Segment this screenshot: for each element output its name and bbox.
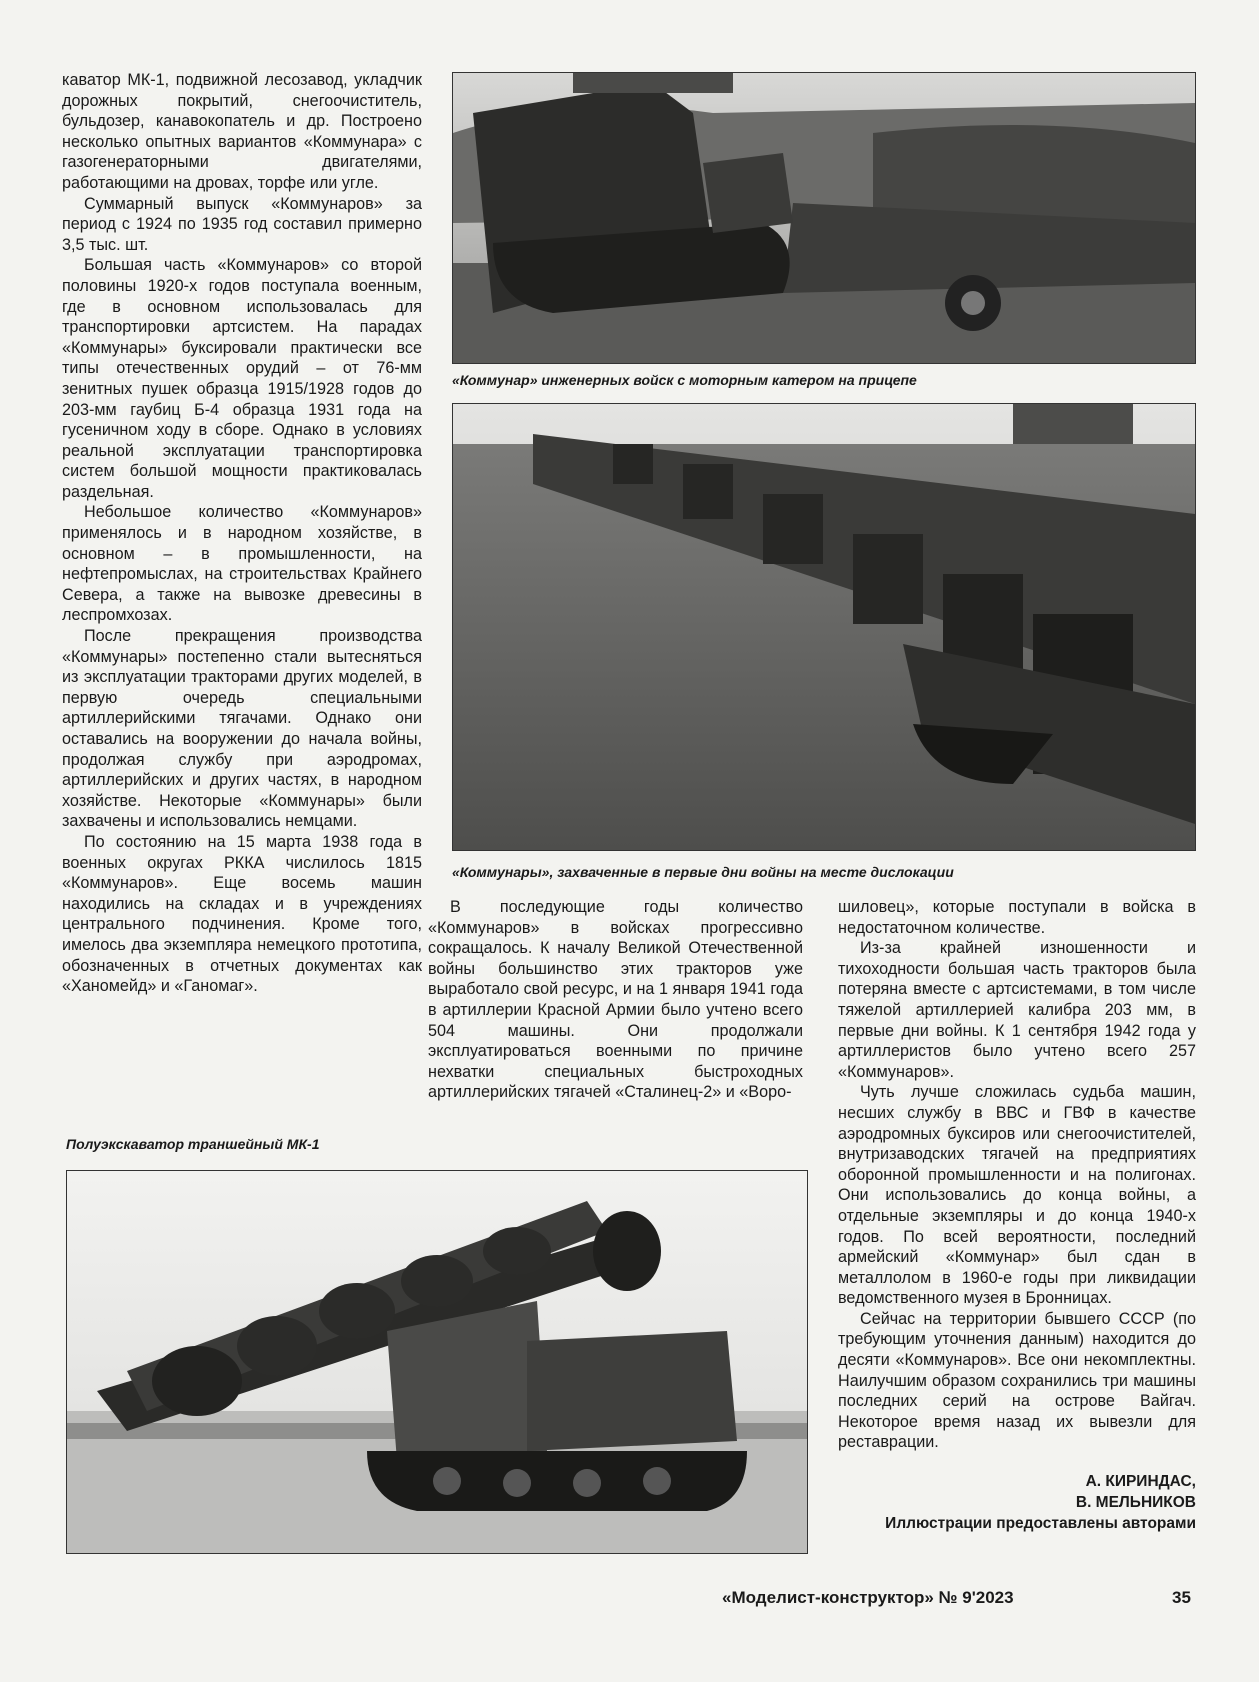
paragraph: Чуть лучше сложилась судьба машин, несших службу в ВВС и ГВФ в качестве аэродромных буксиров или снегоочистителей, внутризаводских тягачей на предприятиях оборонной промышленности и на полигонах. Они использовались до конца войны, а отдельные экземпляры и до конца 1940-х годов. По всей вероятности, последний армейский «Коммунар» был сдан в металлолом в 1960-е годы при ликвидации ведомственного музея в Бронницах.	[838, 1083, 1196, 1308]
photo-kommunar-with-boat	[452, 72, 1196, 364]
paragraph: каватор МК-1, подвижной лесозавод, укладчик дорожных покрытий, снегоочиститель, бульдозер, канавокопатель и др. Построено несколько опытных вариантов «Коммунара» с газогенераторными двигателями, работающими на дровах, торфе или угле.	[62, 71, 422, 192]
middle-text-column	[428, 897, 803, 1103]
paragraph: шиловец», которые поступали в войска в недостаточном количестве.	[838, 898, 1196, 937]
paragraph: Из-за крайней изношенности и тихоходности большая часть тракторов была потеряна вместе с артсистемами, в том числе тяжелой артиллерией калибра 203 мм, в первые дни войны. К 1 сентября 1942 года у артиллеристов было учтено всего 257 «Коммунаров».	[838, 939, 1196, 1081]
paragraph: Большая часть «Коммунаров» со второй половины 1920-х годов поступала военным, где в основном использовалась для транспортировки артсистем. На парадах «Коммунары» буксировали практически все типы отечественных орудий – от 76-мм зенитных пушек образца 1915/1928 годов до 203-мм гаубиц Б-4 образца 1931 года на гусеничном ходу в сборе. Однако в условиях реальной эксплуатации транспортировка систем большой мощности практиковалась раздельная.	[62, 256, 422, 501]
photo-caption: «Коммунары», захваченные в первые дни войны на месте дислокации	[452, 864, 954, 880]
captured-tractors-photo	[453, 404, 1195, 850]
paragraph: Суммарный выпуск «Коммунаров» за период с 1924 по 1935 год составил примерно 3,5 тыс. шт.	[62, 194, 422, 254]
excavator-photo	[67, 1171, 807, 1553]
photo-caption: «Коммунар» инженерных войск с моторным катером на прицепе	[452, 372, 917, 388]
photo-captured-kommunars	[452, 403, 1196, 851]
right-text-column	[838, 897, 1196, 1453]
paragraph: После прекращения производства «Коммунары» постепенно стали вытесняться из эксплуатации тракторами других моделей, в первую очередь специальными артиллерийскими тягачами. Однако они оставались на вооружении до начала войны, продолжая службу при аэродромах, артиллерийских и других частях, в народном хозяйстве. Некоторые «Коммунары» были захвачены и использовались немцами.	[62, 627, 422, 831]
author-name: А. КИРИНДАС,	[1085, 1473, 1196, 1490]
photo-caption: Полуэкскаватор траншейный МК-1	[66, 1136, 320, 1152]
photo-mk1-trench-excavator	[66, 1170, 808, 1554]
paragraph: По состоянию на 15 марта 1938 года в военных округах РККА числилось 1815 «Коммунаров». Еще восемь машин находились на складах и в учреждениях центрального подчинения. Кроме того, имелось два экземпляра немецкого прототипа, обозначенных в отчетных документах как «Ханомейд» и «Ганомаг».	[62, 832, 422, 996]
tractor-boat-photo	[453, 73, 1195, 363]
paragraph: Сейчас на территории бывшего СССР (по требующим уточнения данным) находится до десяти «Коммунаров». Все они некомплектны. Наилучшим образом сохранились три машины последних серий на острове Вайгач. Некоторое время назад их вывезли для реставрации.	[838, 1309, 1196, 1452]
paragraph: Небольшое количество «Коммунаров» применялось и в народном хозяйстве, в основном – в промышленности, на нефтепромыслах, на строительствах Крайнего Севера, а также на вывозке древесины в леспромхозах.	[62, 503, 422, 625]
magazine-title: «Моделист-конструктор» № 9'2023	[722, 1588, 1014, 1607]
author-name: В. МЕЛЬНИКОВ	[1075, 1494, 1196, 1511]
illustration-credit: Иллюстрации предоставлены авторами	[885, 1515, 1196, 1532]
page-number: 35	[1172, 1588, 1191, 1607]
left-text-column	[62, 70, 422, 997]
paragraph: В последующие годы количество «Коммунаров» в войсках прогрессивно сокращалось. К началу Великой Отечественной войны большинство этих тракторов уже выработало свой ресурс, и на 1 января 1941 года в артиллерии Красной Армии было учтено всего 504 машины. Они продолжали эксплуатироваться военными по причине нехватки специальных быстроходных артиллерийских тягачей «Сталинец-2» и «Воро-	[428, 898, 803, 1102]
